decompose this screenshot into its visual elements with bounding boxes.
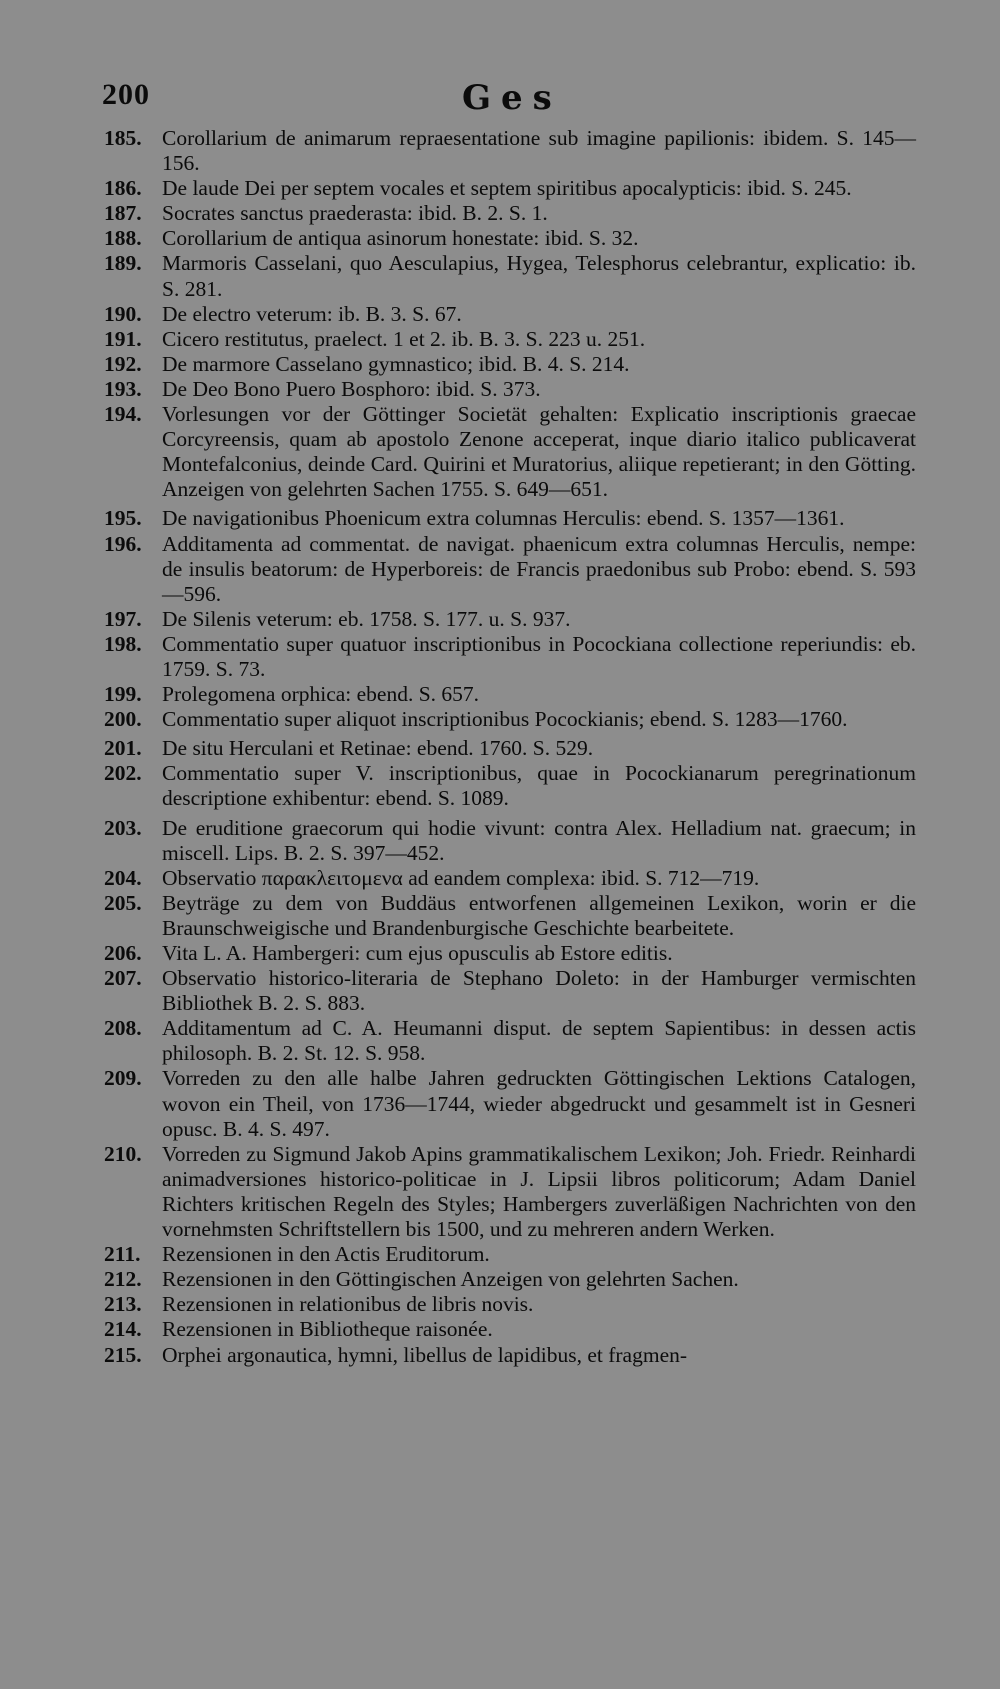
entry-number: 192. — [104, 351, 142, 376]
list-item — [104, 377, 916, 402]
entry-text: Commentatio super V. inscriptionibus, quae in Pocockianarum peregrinationum descriptione exhibentur: ebend. S. 1089. — [162, 761, 916, 811]
entry-number: 214. — [104, 1317, 142, 1342]
list-item — [104, 352, 916, 377]
list-item — [104, 126, 916, 176]
entry-number: 205. — [104, 890, 142, 915]
list-item — [104, 402, 916, 502]
entry-number: 188. — [104, 226, 142, 251]
entry-number: 199. — [104, 682, 142, 707]
list-item — [104, 966, 916, 1016]
entry-number: 197. — [104, 606, 142, 631]
entry-number: 196. — [104, 531, 142, 556]
entry-text: Cicero restitutus, praelect. 1 et 2. ib. B. 3. S. 223 u. 251. — [162, 326, 646, 351]
entry-text: De eruditione graecorum qui hodie vivunt: contra Alex. Helladium nat. graecum; in miscell. Lips. B. 2. S. 397—452. — [162, 815, 916, 865]
list-item — [104, 327, 916, 352]
bibliography-list — [104, 126, 916, 1368]
entry-number: 213. — [104, 1292, 142, 1317]
entry-number: 187. — [104, 201, 142, 226]
entry-text: De Silenis veterum: eb. 1758. S. 177. u. S. 937. — [162, 606, 571, 631]
entry-number: 193. — [104, 376, 142, 401]
entry-text: De situ Herculani et Retinae: ebend. 1760. S. 529. — [162, 736, 594, 761]
entry-text: De laude Dei per septem vocales et septem spiritibus apocalypticis: ibid. S. 245. — [162, 176, 852, 201]
entry-text: Rezensionen in den Göttingischen Anzeigen von gelehrten Sachen. — [162, 1267, 739, 1292]
entry-text: De electro veterum: ib. B. 3. S. 67. — [162, 301, 462, 326]
list-item — [104, 532, 916, 607]
entry-number: 203. — [104, 815, 142, 840]
entry-number: 212. — [104, 1267, 142, 1292]
entry-number: 215. — [104, 1342, 142, 1367]
entry-number: 206. — [104, 941, 142, 965]
entry-text: Vorlesungen vor der Göttinger Societät gehalten: Explicatio inscriptionis graecae Corcyreensis, quam ab apostolo Zenone acceperat, inque diario italico publicaverat Montefalconius, deinde Card. Quirini et Muratorius, aliique repetierant; in den Götting. Anzeigen von gelehrten Sachen 1755. S. 649—651. — [162, 402, 916, 502]
entry-text: Corollarium de animarum repraesentatione sub imagine papilionis: ibidem. S. 145—156. — [162, 126, 916, 176]
entry-text: Additamentum ad C. A. Heumanni disput. de septem Sapientibus: in dessen actis philosoph. B. 2. St. 12. S. 958. — [162, 1016, 916, 1066]
entry-number: 185. — [104, 126, 142, 150]
list-item — [104, 761, 916, 811]
list-item — [104, 707, 916, 732]
entry-number: 189. — [104, 251, 142, 276]
entry-text: Vita L. A. Hambergeri: cum ejus opusculis ab Estore editis. — [162, 941, 673, 965]
list-item — [104, 736, 916, 761]
entry-text: Rezensionen in Bibliotheque raisonée. — [162, 1317, 493, 1342]
entry-number: 210. — [104, 1141, 142, 1166]
entry-number: 204. — [104, 865, 142, 890]
entry-number: 202. — [104, 761, 142, 786]
list-item — [104, 1292, 916, 1317]
entry-text: Marmoris Casselani, quo Aesculapius, Hygea, Telesphorus celebrantur, explicatio: ib. S. 281. — [162, 251, 916, 301]
list-item — [104, 866, 916, 891]
list-item — [104, 251, 916, 301]
list-item — [104, 1343, 916, 1368]
list-item — [104, 891, 916, 941]
entry-number: 211. — [104, 1242, 141, 1267]
entry-text: Rezensionen in relationibus de libris novis. — [162, 1292, 534, 1317]
list-item — [104, 816, 916, 866]
entry-text: Socrates sanctus praederasta: ibid. B. 2. S. 1. — [162, 201, 548, 226]
entry-text: Additamenta ad commentat. de navigat. phaenicum extra columnas Herculis, nempe: de insulis beatorum: de Hyperboreis: de Francis praedonibus sub Probo: ebend. S. 593—596. — [162, 531, 916, 606]
entry-number: 194. — [104, 402, 142, 427]
entry-text: De navigationibus Phoenicum extra columnas Herculis: ebend. S. 1357—1361. — [162, 506, 845, 531]
entry-text: Orphei argonautica, hymni, libellus de lapidibus, et fragmen- — [162, 1342, 688, 1367]
list-item — [104, 201, 916, 226]
list-item — [104, 1317, 916, 1342]
entry-text: Vorreden zu den alle halbe Jahren gedruckten Göttingischen Lektions Catalogen, wovon ein Theil, von 1736—1744, wieder abgedruckt und gesammelt ist in Gesneri opusc. B. 4. S. 497. — [162, 1066, 916, 1141]
entry-text: Commentatio super aliquot inscriptionibus Pocockianis; ebend. S. 1283—1760. — [162, 707, 848, 732]
list-item — [104, 1142, 916, 1242]
list-item — [104, 607, 916, 632]
entry-text: Rezensionen in den Actis Eruditorum. — [162, 1242, 490, 1267]
entry-text: De Deo Bono Puero Bosphoro: ibid. S. 373. — [162, 376, 541, 401]
list-item — [104, 1267, 916, 1292]
entry-number: 201. — [104, 736, 142, 761]
list-item — [104, 1016, 916, 1066]
entry-text: Beyträge zu dem von Buddäus entworfenen allgemeinen Lexikon, worin er die Braunschweigische und Brandenburgische Geschichte bearbeitete. — [162, 890, 916, 940]
entry-number: 198. — [104, 631, 142, 656]
entry-text: Observatio παρακλειτομενα ad eandem complexa: ibid. S. 712—719. — [162, 865, 760, 890]
entry-number: 190. — [104, 301, 142, 326]
running-head: Ges — [462, 78, 562, 118]
entry-text: De marmore Casselano gymnastico; ibid. B. 4. S. 214. — [162, 351, 630, 376]
list-item — [104, 302, 916, 327]
entry-number: 191. — [104, 326, 142, 351]
list-item — [104, 941, 916, 966]
entry-text: Observatio historico-literaria de Stephano Doleto: in der Hamburger vermischten Bibliothek B. 2. S. 883. — [162, 966, 916, 1016]
list-item — [104, 226, 916, 251]
list-item — [104, 682, 916, 707]
entry-text: Prolegomena orphica: ebend. S. 657. — [162, 682, 480, 707]
list-item — [104, 1242, 916, 1267]
entry-number: 186. — [104, 176, 142, 201]
list-item — [104, 632, 916, 682]
entry-text: Corollarium de antiqua asinorum honestate: ibid. S. 32. — [162, 226, 639, 251]
entry-text: Vorreden zu Sigmund Jakob Apins grammatikalischem Lexikon; Joh. Friedr. Reinhardi animadversiones historico-politicae in J. Lipsii libros politicorum; Adam Daniel Richters kritischen Regeln des Styles; Hambergers zuverläßigen Nachrichten von den vornehmsten Schriftstellern bis 1500, und zu mehreren andern Werken. — [162, 1141, 916, 1242]
list-item — [104, 1066, 916, 1141]
entry-number: 209. — [104, 1066, 142, 1091]
entry-number: 195. — [104, 506, 142, 531]
entry-number: 200. — [104, 707, 142, 732]
entry-number: 208. — [104, 1016, 142, 1041]
entry-number: 207. — [104, 966, 142, 991]
entry-text: Commentatio super quatuor inscriptionibus in Pocockiana collectione reperiundis: eb. 1759. S. 73. — [162, 631, 916, 681]
list-item — [104, 176, 916, 201]
list-item — [104, 506, 916, 531]
page-number: 200 — [102, 78, 150, 111]
page-header — [102, 78, 922, 124]
